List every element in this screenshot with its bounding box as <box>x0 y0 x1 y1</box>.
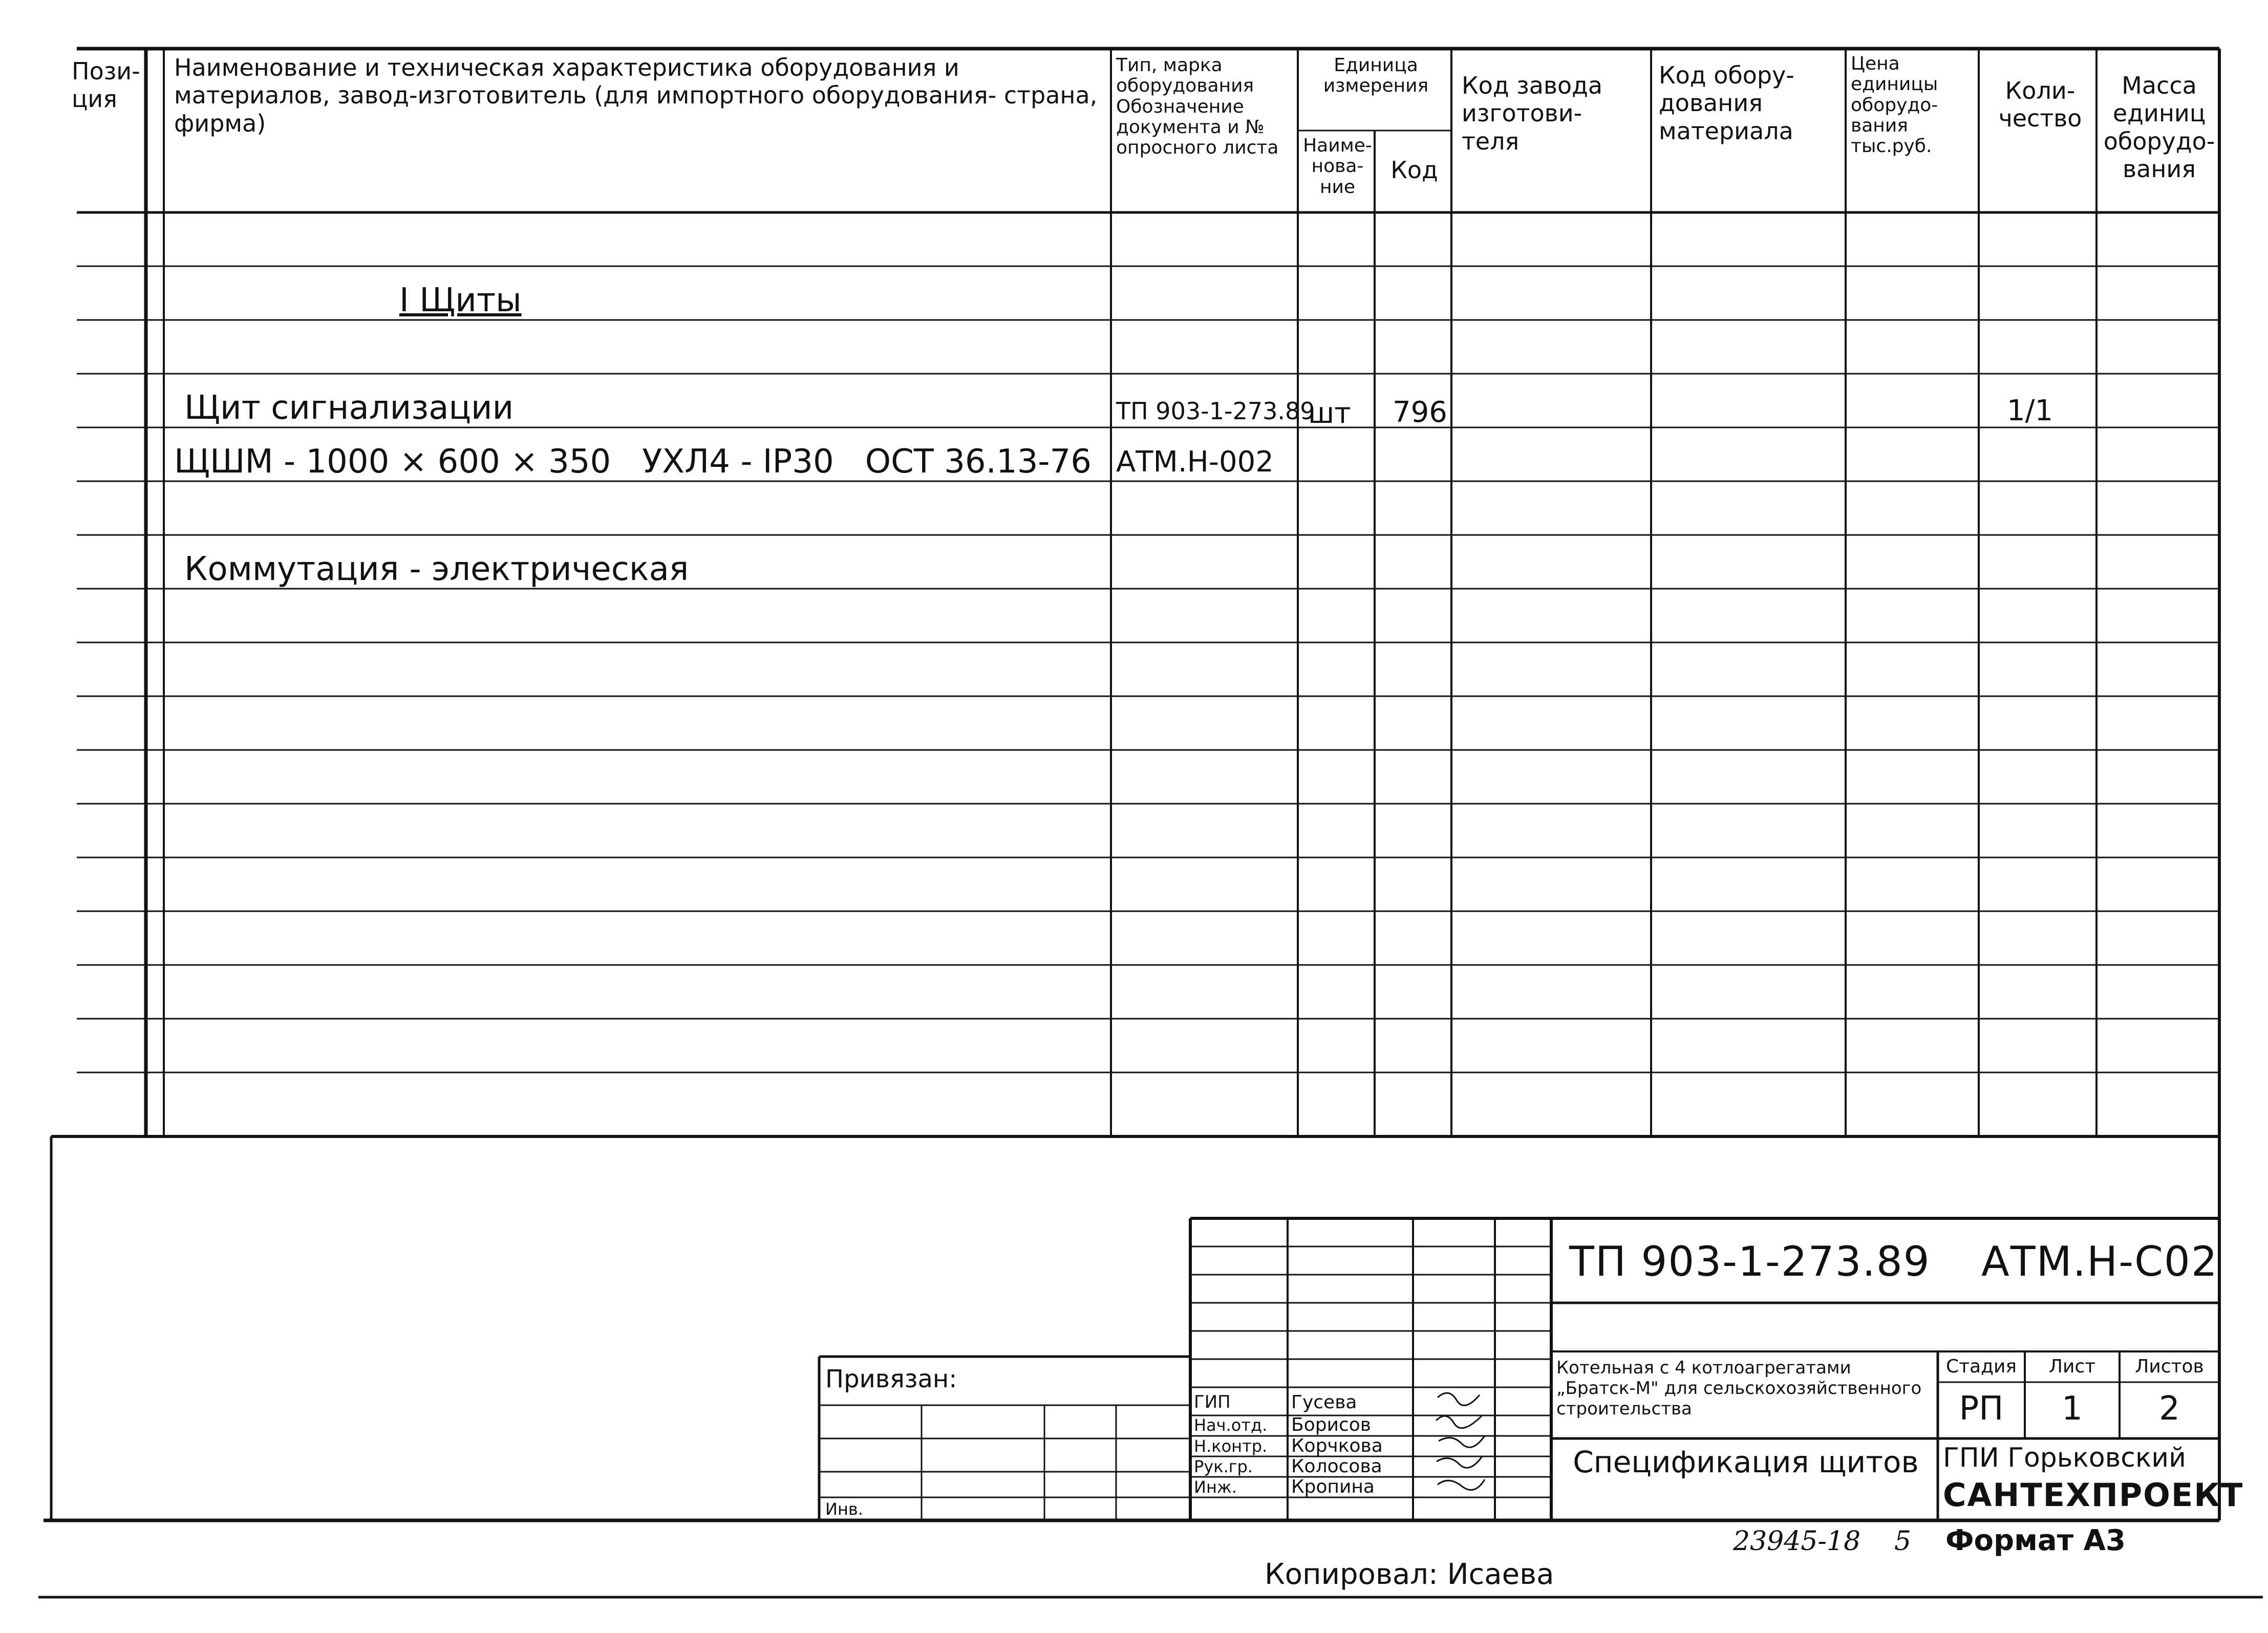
header-equipment-code: Код обору- дования материала <box>1659 61 1794 145</box>
signer-name: Борисов <box>1291 1414 1372 1435</box>
sheet-number: 1 <box>2062 1390 2083 1428</box>
item-name: Щит сигнализации <box>184 389 514 427</box>
sheets-total: 2 <box>2159 1390 2180 1428</box>
header-unit: Единица измерения <box>1323 55 1429 97</box>
signer-role: Инж. <box>1194 1477 1237 1497</box>
header-position: Пози- ция <box>72 57 140 113</box>
signer-name: Корчкова <box>1291 1435 1383 1456</box>
document-code: ТП 903-1-273.89 <box>1569 1238 1931 1285</box>
organization-line1: ГПИ Горьковский <box>1943 1443 2186 1473</box>
sheet-code: АТМ.Н-С02 <box>1981 1238 2218 1285</box>
item-spec: ЩШМ - 1000 × 600 × 350 УХЛ4 - IP30 ОСТ 36.13-76 <box>174 443 1092 481</box>
item-doc-number: ТП 903-1-273.89 <box>1116 397 1315 425</box>
sheet-label: Лист <box>2048 1356 2096 1377</box>
sheets-label: Листов <box>2135 1356 2204 1377</box>
signer-role: ГИП <box>1194 1392 1231 1412</box>
document-title: Спецификация щитов <box>1573 1445 1919 1479</box>
signer-role: Рук.гр. <box>1194 1457 1253 1476</box>
header-name: Наименование и техническая характеристика оборудования и материалов, завод-изготовитель (для импортного оборудования- страна, фирма) <box>174 54 1098 137</box>
header-mass: Масса единиц оборудо- вания <box>2103 72 2215 183</box>
signer-role: Нач.отд. <box>1194 1415 1268 1435</box>
item-unit: шт <box>1308 397 1351 430</box>
stage-value: РП <box>1959 1390 2004 1428</box>
header-unit-code: Код <box>1390 156 1438 184</box>
organization-line2: САНТЕХПРОЕКТ <box>1943 1476 2244 1514</box>
header-type: Тип, марка оборудования Обозначение документа и № опросного листа <box>1116 55 1279 159</box>
stage-label: Стадия <box>1945 1356 2017 1377</box>
signer-name: Колосова <box>1291 1456 1382 1477</box>
signer-name: Кропина <box>1291 1476 1375 1497</box>
header-quantity: Коли- чество <box>1998 77 2082 133</box>
signatures <box>1433 1385 1490 1502</box>
signer-name: Гусева <box>1291 1392 1357 1413</box>
signer-role: Н.контр. <box>1194 1436 1268 1456</box>
bound-label: Привязан: <box>825 1365 957 1393</box>
header-factory-code: Код завода изготови- теля <box>1462 72 1603 155</box>
archive-number: 23945-18 <box>1733 1526 1861 1557</box>
copied-by: Копировал: Исаева <box>1265 1558 1554 1591</box>
paper-format: Формат А3 <box>1945 1524 2126 1557</box>
item-unit-code: 796 <box>1393 396 1447 429</box>
subsection-title: Коммутация - электрическая <box>184 550 689 588</box>
header-unit-name: Наиме- нова- ние <box>1303 135 1372 198</box>
header-price: Цена единицы оборудо- вания тыс.руб. <box>1851 53 1938 157</box>
section-title: I Щиты <box>399 282 522 319</box>
project-name: Котельная с 4 котлоагрегатами „Братск-М" для сельскохозяйственного строительства <box>1556 1358 1922 1420</box>
item-quantity: 1/1 <box>2007 394 2053 427</box>
item-sheet-mark: АТМ.Н-002 <box>1116 445 1274 479</box>
inventory-label: Инв. <box>825 1499 863 1519</box>
archive-sheet: 5 <box>1894 1526 1912 1557</box>
